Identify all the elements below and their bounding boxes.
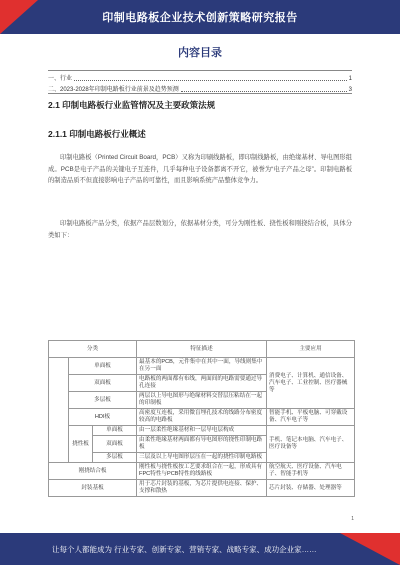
- table-row: [49, 426, 355, 436]
- feature-cell: 最基本的PCB，元件集中在其中一面，导线则集中在另一面: [137, 358, 267, 375]
- section-heading: 2.1 印制电路板行业监管情况及主要政策法规: [48, 100, 216, 110]
- toc-entry-page: 1: [348, 76, 352, 82]
- feature-cell: 由柔性绝缘基材两面都有导电图形的挠性印制电路板: [137, 436, 267, 453]
- table-row: [49, 358, 355, 375]
- footer-slogan: 让每个人都能成为 行业专家、创新专家、营销专家、战略专家、成功企业家……: [52, 545, 317, 554]
- category-cell: 单面板: [93, 426, 137, 436]
- table-row: [49, 463, 355, 480]
- table-header-row: [49, 341, 355, 358]
- toc-entry-2[interactable]: [48, 84, 352, 93]
- body-paragraph-1: 印制电路板（Printed Circuit Board，PCB）又称为印刷线路板，即印制线路板，由绝缘基材、导电图形组成。PCB是电子产品的关键电子互连件，几乎每种电子设备都离不开它，被誉为“电子产品之母”。印制电路板的制造品质不但直接影响电子产品的可靠性，而且影响系统产品整体竞争力。: [48, 154, 352, 184]
- subgroup-cell: 挠性板: [69, 426, 93, 463]
- category-cell: 多层板: [93, 453, 137, 463]
- category-cell: 单面板: [69, 358, 137, 375]
- toc-leader-dots: [181, 91, 347, 92]
- table-row: [49, 409, 355, 426]
- feature-cell: 用于芯片封装的基板，为芯片提供电连接、保护、支撑和散热: [137, 480, 267, 497]
- application-cell: 芯片封装、存储器、处理器等: [267, 480, 355, 497]
- footer-accent-shape: [340, 533, 400, 565]
- application-cell: 手机、笔记本电脑、汽车电子、医疗设备等: [267, 426, 355, 463]
- application-cell: 消费电子、计算机、通信设备、汽车电子、工业控制、医疗器械等: [267, 358, 355, 409]
- document-title: 印制电路板企业技术创新策略研究报告: [102, 12, 298, 24]
- body-paragraph-2: 印制电路板产品分类，依据产品层数划分，依据基材分类，可分为刚性板、挠性板和刚挠结合板，具体分类如下：: [48, 220, 352, 239]
- table-header-cell: 分类: [49, 341, 137, 358]
- category-cell: 双面板: [93, 436, 137, 453]
- page-number: 1: [351, 516, 354, 522]
- classification-table: [48, 340, 355, 497]
- feature-cell: 刚性板与挠性板按工艺要求组合在一起，形成具有FPC特性与PCB特性的线路板: [137, 463, 267, 480]
- feature-cell: 由一层柔性绝缘基材和一层导电层构成: [137, 426, 267, 436]
- category-cell: 多层板: [69, 392, 137, 409]
- subsection-heading: 2.1.1 印制电路板行业概述: [48, 129, 146, 139]
- category-cell: 刚挠结合板: [49, 463, 137, 480]
- group-cell: [49, 358, 69, 463]
- toc-rule-top: [48, 70, 352, 71]
- toc-leader-dots: [74, 80, 347, 81]
- toc-entry-1[interactable]: [48, 73, 352, 82]
- table-header-cell: 主要应用: [267, 341, 355, 358]
- application-cell: 智能手机、平板电脑、可穿戴设备、汽车电子等: [267, 409, 355, 426]
- toc-entry-label: 二、2023-2028年印制电路板行业前景及趋势预测: [48, 87, 179, 93]
- table-header-cell: 特征描述: [137, 341, 267, 358]
- header-banner: [0, 0, 400, 34]
- feature-cell: 高密度互连板，采用微盲埋孔技术的线路分布密度较高的电路板: [137, 409, 267, 426]
- category-cell: 封装基板: [49, 480, 137, 497]
- toc-entry-label: 一、行业: [48, 76, 73, 82]
- toc-title: 内容目录: [178, 47, 222, 59]
- footer-banner: [0, 533, 400, 565]
- feature-cell: 两层以上导电图形与绝缘材料交替层压粘结在一起的印制板: [137, 392, 267, 409]
- feature-cell: 电路板的两面都有布线，两面间的电路需要通过导孔连接: [137, 375, 267, 392]
- category-cell: HDI板: [69, 409, 137, 426]
- feature-cell: 三层及以上导电图形层压在一起的挠性印制电路板: [137, 453, 267, 463]
- category-cell: 双面板: [69, 375, 137, 392]
- toc-entry-page: 3: [348, 87, 352, 93]
- toc-rule-bottom: [48, 93, 352, 94]
- application-cell: 航空航天、医疗设备、汽车电子、智能手机等: [267, 463, 355, 480]
- table-row: [49, 480, 355, 497]
